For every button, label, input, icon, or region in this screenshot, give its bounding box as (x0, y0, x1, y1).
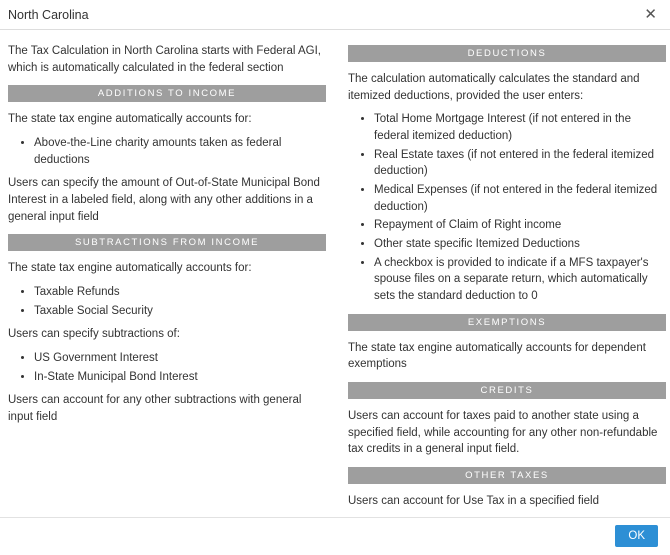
additions-note: Users can specify the amount of Out-of-State Municipal Bond Interest in a labeled field, along with any other additions in a general input field (8, 177, 320, 223)
list-item: • A checkbox is provided to indicate if a MFS taxpayer's spouse files on a separate return, which automatically sets the standard deduction to 0 (374, 255, 666, 305)
list-item: • Above-the-Line charity amounts taken as federal deductions (34, 135, 326, 168)
other-taxes-text: Users can account for Use Tax in a specified field (348, 495, 599, 508)
list-item: • Real Estate taxes (if not entered in the federal itemized deduction) (374, 147, 666, 180)
deductions-bullet-list (348, 111, 666, 304)
deductions-intro: The calculation automatically calculates the standard and itemized deductions, provided the user enters: (348, 73, 640, 102)
section-header-credits: CREDITS (348, 382, 666, 399)
list-item: • Total Home Mortgage Interest (if not entered in the federal itemized deduction) (374, 111, 666, 144)
subtractions-note: Users can account for any other subtractions with general input field (8, 394, 302, 424)
section-header-other-taxes: OTHER TAXES (348, 467, 666, 484)
dialog-title: North Carolina (8, 7, 89, 22)
dialog-footer (0, 517, 670, 555)
intro-text: The Tax Calculation in North Carolina starts with Federal AGI, which is automatically calculated in the federal section (8, 45, 321, 74)
list-item: • Repayment of Claim of Right income (374, 217, 666, 234)
ok-button[interactable]: OK (615, 525, 658, 547)
list-item: • Other state specific Itemized Deductions (374, 236, 666, 253)
additions-intro: The state tax engine automatically accounts for: (8, 113, 252, 126)
list-item: • In-State Municipal Bond Interest (34, 369, 326, 386)
section-header-additions: ADDITIONS TO INCOME (8, 85, 326, 102)
list-item: • Taxable Refunds (34, 284, 326, 301)
dialog-body (0, 30, 670, 517)
section-header-exemptions: EXEMPTIONS (348, 314, 666, 331)
left-column (8, 36, 326, 517)
list-item: • Medical Expenses (if not entered in the federal itemized deduction) (374, 182, 666, 215)
list-item: • Taxable Social Security (34, 303, 326, 320)
close-icon[interactable]: ✕ (644, 6, 657, 23)
list-item: • US Government Interest (34, 350, 326, 367)
exemptions-text: The state tax engine automatically accounts for dependent exemptions (348, 341, 646, 371)
additions-bullet-list (8, 135, 326, 168)
right-column (348, 36, 666, 517)
subtractions-bullet-list (8, 284, 326, 319)
section-header-deductions: DEDUCTIONS (348, 45, 666, 62)
dialog-titlebar (0, 0, 670, 30)
subtractions-specify-intro: Users can specify subtractions of: (8, 328, 180, 341)
subtractions-specify-list (8, 350, 326, 385)
section-header-subtractions: SUBTRACTIONS FROM INCOME (8, 234, 326, 251)
subtractions-intro: The state tax engine automatically accounts for: (8, 262, 252, 275)
credits-text: Users can account for taxes paid to another state using a specified field, while accounting for any other non-refundable tax credits in a general input field. (348, 410, 658, 456)
